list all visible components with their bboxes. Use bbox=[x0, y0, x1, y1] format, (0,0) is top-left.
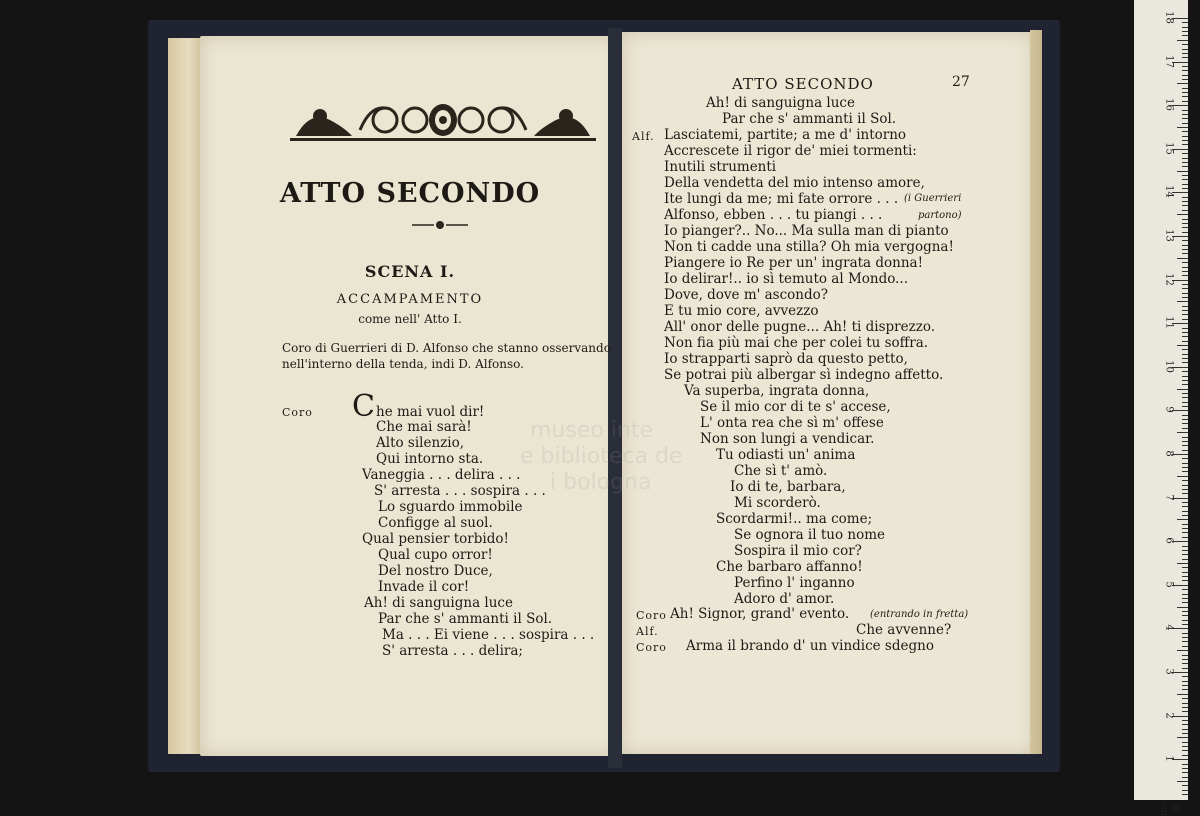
ruler-tick bbox=[1177, 83, 1188, 84]
verse-line: Non ti cadde una stilla? Oh mia vergogna! bbox=[664, 239, 954, 255]
verse-line: Che mai sarà! bbox=[376, 419, 472, 435]
ruler-tick bbox=[1182, 663, 1188, 664]
ruler-number: 0 cm bbox=[1158, 800, 1180, 816]
ruler-tick bbox=[1182, 57, 1188, 58]
ruler-tick bbox=[1182, 646, 1188, 647]
ruler-tick bbox=[1182, 158, 1188, 159]
ruler-tick bbox=[1182, 576, 1188, 577]
ruler-tick bbox=[1182, 755, 1188, 756]
ruler-tick bbox=[1182, 232, 1188, 233]
ruler-tick bbox=[1182, 284, 1188, 285]
ruler-number: 11 bbox=[1163, 316, 1175, 330]
ruler-tick bbox=[1182, 689, 1188, 690]
ruler-tick bbox=[1182, 511, 1188, 512]
ruler-tick bbox=[1182, 589, 1188, 590]
speaker-label: Alf. bbox=[636, 625, 659, 638]
ruler-tick bbox=[1182, 136, 1188, 137]
ruler-tick bbox=[1182, 332, 1188, 333]
ruler-number: 4 bbox=[1163, 624, 1175, 632]
ruler-tick bbox=[1182, 245, 1188, 246]
ruler-tick bbox=[1182, 205, 1188, 206]
verse-line: Dove, dove m' ascondo? bbox=[664, 287, 828, 303]
ruler-tick bbox=[1182, 175, 1188, 176]
verse-line: Io di te, barbara, bbox=[730, 479, 846, 495]
ruler-number: 5 bbox=[1163, 581, 1175, 588]
ruler-tick bbox=[1177, 519, 1188, 520]
speaker-label: Alf. bbox=[632, 130, 655, 143]
ruler-number: 3 bbox=[1163, 668, 1175, 675]
ruler-tick bbox=[1182, 101, 1188, 102]
verse-line: Lo sguardo immobile bbox=[378, 499, 523, 515]
ruler-number: 17 bbox=[1163, 54, 1175, 68]
ruler-tick bbox=[1182, 445, 1188, 446]
ruler-tick bbox=[1182, 240, 1188, 241]
speaker-label: Coro bbox=[282, 406, 313, 419]
ruler-number: 1 bbox=[1163, 755, 1175, 762]
ruler-tick bbox=[1182, 580, 1188, 581]
verse-line: Inutili strumenti bbox=[664, 159, 777, 175]
watermark-line: museo inte bbox=[530, 418, 654, 443]
ruler-tick bbox=[1182, 140, 1188, 141]
ruler-tick bbox=[1182, 611, 1188, 612]
ruler-tick bbox=[1182, 524, 1188, 525]
running-head: ATTO SECONDO bbox=[732, 75, 874, 93]
fleuron-ornament bbox=[410, 220, 470, 230]
ruler-tick bbox=[1182, 428, 1188, 429]
ruler-tick bbox=[1182, 397, 1188, 398]
ruler-number: 8 bbox=[1163, 450, 1175, 457]
ruler-tick bbox=[1182, 506, 1188, 507]
ruler-tick bbox=[1182, 624, 1188, 625]
ruler-tick bbox=[1182, 450, 1188, 451]
ruler-tick bbox=[1182, 515, 1188, 516]
verse-line: Sospira il mio cor? bbox=[734, 543, 862, 559]
drop-cap: C bbox=[352, 389, 375, 424]
ruler-tick bbox=[1182, 380, 1188, 381]
verse-line: Io pianger?.. No... Ma sulla man di pianto bbox=[664, 223, 949, 239]
ruler-tick bbox=[1182, 297, 1188, 298]
act-title: ATTO SECONDO bbox=[279, 178, 541, 209]
ruler-tick bbox=[1182, 703, 1188, 704]
verse-line: Piangere io Re per un' ingrata donna! bbox=[664, 255, 924, 271]
ruler-tick bbox=[1182, 572, 1188, 573]
verse-line: Perfino l' inganno bbox=[734, 575, 855, 591]
verse-line: Ah! di sanguigna luce bbox=[706, 95, 855, 111]
ruler-tick bbox=[1182, 223, 1188, 224]
ruler-tick bbox=[1182, 485, 1188, 486]
ruler-tick bbox=[1182, 249, 1188, 250]
ruler-tick bbox=[1182, 415, 1188, 416]
ruler-tick bbox=[1182, 471, 1188, 472]
ruler-tick bbox=[1182, 423, 1188, 424]
ruler-tick bbox=[1177, 301, 1188, 302]
ruler-tick bbox=[1182, 349, 1188, 350]
ruler-tick bbox=[1182, 681, 1188, 682]
ruler-tick bbox=[1182, 70, 1188, 71]
verse-line: Alto silenzio, bbox=[376, 435, 465, 451]
ruler-tick bbox=[1182, 655, 1188, 656]
ruler-number: 10 bbox=[1163, 359, 1175, 373]
ruler-tick bbox=[1182, 594, 1188, 595]
ruler-tick bbox=[1182, 528, 1188, 529]
ruler-tick bbox=[1182, 44, 1188, 45]
ruler-tick bbox=[1182, 354, 1188, 355]
stage-direction: (entrando in fretta) bbox=[870, 609, 969, 620]
ruler-tick bbox=[1182, 306, 1188, 307]
ruler-tick bbox=[1177, 781, 1188, 782]
ruler-tick bbox=[1182, 641, 1188, 642]
verse-line: Qual cupo orror! bbox=[378, 547, 493, 563]
verse-line: Se ognora il tuo nome bbox=[734, 527, 885, 543]
verse-line: Alfonso, ebben . . . tu piangi . . . bbox=[664, 207, 883, 223]
ruler-tick bbox=[1182, 746, 1188, 747]
ruler-tick bbox=[1182, 184, 1188, 185]
verse-line: he mai vuol dir! bbox=[376, 404, 485, 420]
stage-direction: partono) bbox=[918, 210, 962, 221]
watermark-line: e biblioteca de bbox=[520, 444, 683, 469]
verse-line: Io delirar!.. io sì temuto al Mondo... bbox=[664, 271, 909, 287]
ruler-tick bbox=[1177, 650, 1188, 651]
verse-line: Par che s' ammanti il Sol. bbox=[378, 611, 553, 627]
ruler-tick bbox=[1182, 336, 1188, 337]
ruler-tick bbox=[1182, 402, 1188, 403]
ruler-tick bbox=[1182, 376, 1188, 377]
ruler-tick bbox=[1182, 532, 1188, 533]
ruler-tick bbox=[1182, 750, 1188, 751]
ornamental-headpiece bbox=[290, 100, 596, 146]
verse-line: Par che s' ammanti il Sol. bbox=[722, 111, 897, 127]
scene-description-line: Coro di Guerrieri di D. Alfonso che stanno osservando bbox=[282, 341, 611, 355]
ruler-tick bbox=[1182, 219, 1188, 220]
verse-line: Vaneggia . . . delira . . . bbox=[362, 467, 521, 483]
ruler-tick bbox=[1182, 707, 1188, 708]
ruler-tick bbox=[1182, 598, 1188, 599]
left-page-edges bbox=[168, 38, 202, 754]
ruler-tick bbox=[1177, 40, 1188, 41]
ruler-tick bbox=[1182, 419, 1188, 420]
verse-line: Configge al suol. bbox=[378, 515, 493, 531]
ruler-tick bbox=[1182, 31, 1188, 32]
verse-line: Accrescete il rigor de' miei tormenti: bbox=[664, 143, 917, 159]
ruler-number: 6 bbox=[1163, 537, 1175, 544]
ruler-tick bbox=[1182, 262, 1188, 263]
ruler-tick bbox=[1182, 188, 1188, 189]
ruler-tick bbox=[1182, 489, 1188, 490]
ruler-number: 12 bbox=[1163, 272, 1175, 286]
ruler-tick bbox=[1182, 210, 1188, 211]
ruler-tick bbox=[1182, 92, 1188, 93]
ruler-tick bbox=[1182, 197, 1188, 198]
ruler-tick bbox=[1182, 384, 1188, 385]
ruler-tick bbox=[1182, 637, 1188, 638]
ruler-tick bbox=[1182, 676, 1188, 677]
ruler-tick bbox=[1182, 502, 1188, 503]
ruler-tick bbox=[1182, 724, 1188, 725]
scene-heading: SCENA I. bbox=[364, 262, 456, 281]
ruler-tick bbox=[1182, 659, 1188, 660]
ruler-tick bbox=[1182, 463, 1188, 464]
ruler-tick bbox=[1182, 288, 1188, 289]
verse-line: S' arresta . . . sospira . . . bbox=[374, 483, 546, 499]
ruler-tick bbox=[1182, 554, 1188, 555]
verse-line: Qual pensier torbido! bbox=[362, 531, 509, 547]
speaker-label: Coro bbox=[636, 641, 667, 654]
ruler-tick bbox=[1182, 49, 1188, 50]
setting-note: come nell' Atto I. bbox=[358, 312, 462, 326]
ruler-tick bbox=[1182, 785, 1188, 786]
ruler-tick bbox=[1182, 35, 1188, 36]
ruler-tick bbox=[1182, 742, 1188, 743]
ruler-number: 7 bbox=[1163, 493, 1175, 501]
verse-line: S' arresta . . . delira; bbox=[382, 643, 523, 659]
verse-line: Tu odiasti un' anima bbox=[716, 447, 856, 463]
ruler-tick bbox=[1182, 253, 1188, 254]
verse-line: Qui intorno sta. bbox=[376, 451, 484, 467]
ruler-tick bbox=[1182, 162, 1188, 163]
right-page-edges bbox=[1030, 30, 1042, 754]
ruler-tick bbox=[1177, 214, 1188, 215]
ruler-tick bbox=[1182, 131, 1188, 132]
ruler-tick bbox=[1177, 563, 1188, 564]
ruler-tick bbox=[1182, 790, 1188, 791]
ruler-tick bbox=[1182, 227, 1188, 228]
ruler-number: 2 bbox=[1163, 711, 1175, 719]
verse-line: Invade il cor! bbox=[378, 579, 470, 595]
ruler-tick bbox=[1182, 772, 1188, 773]
ruler-tick bbox=[1182, 698, 1188, 699]
speaker-label: Coro bbox=[636, 609, 667, 622]
ruler-tick bbox=[1182, 123, 1188, 124]
ruler-tick bbox=[1182, 371, 1188, 372]
ruler-number: 9 bbox=[1163, 406, 1175, 414]
ruler-number: 15 bbox=[1163, 141, 1175, 155]
verse-line: Del nostro Duce, bbox=[378, 563, 493, 579]
ruler-tick bbox=[1177, 345, 1188, 346]
ruler-number: 18 bbox=[1163, 11, 1175, 24]
watermark-line: i bologna bbox=[550, 470, 652, 495]
verse-line: Mi scorderò. bbox=[734, 495, 821, 511]
ruler-tick bbox=[1182, 293, 1188, 294]
ruler-tick bbox=[1182, 88, 1188, 89]
ruler-tick bbox=[1182, 567, 1188, 568]
ruler-tick bbox=[1182, 633, 1188, 634]
ruler-number: 13 bbox=[1163, 229, 1175, 242]
verse-line: Che barbaro affanno! bbox=[716, 559, 863, 575]
ruler-tick bbox=[1182, 441, 1188, 442]
verse-line: Va superba, ingrata donna, bbox=[684, 383, 870, 399]
ruler-tick bbox=[1182, 27, 1188, 28]
verse-line: Scordarmi!.. ma come; bbox=[716, 511, 873, 527]
ruler-tick bbox=[1182, 406, 1188, 407]
ruler-tick bbox=[1182, 310, 1188, 311]
verse-line: Adoro d' amor. bbox=[734, 591, 835, 607]
verse-line: Ma . . . Ei viene . . . sospira . . . bbox=[382, 627, 595, 643]
ruler-tick bbox=[1182, 720, 1188, 721]
ruler-tick bbox=[1177, 476, 1188, 477]
ruler-tick bbox=[1182, 480, 1188, 481]
ruler-tick bbox=[1182, 733, 1188, 734]
ruler-tick bbox=[1177, 737, 1188, 738]
verse-line: Che sì t' amò. bbox=[734, 463, 828, 479]
ruler-tick bbox=[1182, 79, 1188, 80]
scene-description-line: nell'interno della tenda, indi D. Alfonso. bbox=[282, 357, 524, 371]
ruler-tick bbox=[1182, 729, 1188, 730]
ruler-tick bbox=[1182, 537, 1188, 538]
verse-line: E tu mio core, avvezzo bbox=[664, 303, 819, 319]
ruler-tick bbox=[1182, 362, 1188, 363]
ruler-tick bbox=[1177, 127, 1188, 128]
ruler-tick bbox=[1182, 620, 1188, 621]
ruler-tick bbox=[1182, 559, 1188, 560]
page-number: 27 bbox=[952, 74, 970, 90]
ruler-tick bbox=[1182, 118, 1188, 119]
stage-direction: (i Guerrieri bbox=[904, 193, 962, 204]
measuring-ruler bbox=[1134, 0, 1188, 800]
ruler-number: 14 bbox=[1163, 185, 1175, 199]
verse-line: Se il mio cor di te s' accese, bbox=[700, 399, 891, 415]
ruler-tick bbox=[1182, 602, 1188, 603]
ruler-tick bbox=[1182, 314, 1188, 315]
verse-line: Ite lungi da me; mi fate orrore . . . bbox=[664, 191, 899, 207]
ruler-tick bbox=[1182, 75, 1188, 76]
ruler-tick bbox=[1182, 201, 1188, 202]
ruler-tick bbox=[1182, 467, 1188, 468]
book-spine bbox=[608, 28, 622, 768]
ruler-tick bbox=[1177, 607, 1188, 608]
ruler-tick bbox=[1182, 615, 1188, 616]
ruler-tick bbox=[1182, 66, 1188, 67]
ruler-tick bbox=[1177, 171, 1188, 172]
ruler-tick bbox=[1182, 546, 1188, 547]
verse-line: L' onta rea che sì m' offese bbox=[700, 415, 884, 431]
verse-line: Ah! Signor, grand' evento. bbox=[670, 606, 850, 622]
ruler-tick bbox=[1182, 328, 1188, 329]
ruler-tick bbox=[1182, 53, 1188, 54]
ruler-tick bbox=[1177, 258, 1188, 259]
verse-line: Non son lungi a vendicar. bbox=[700, 431, 875, 447]
verse-line: Non fia più mai che per colei tu soffra. bbox=[664, 335, 929, 351]
ruler-tick bbox=[1182, 768, 1188, 769]
ruler-tick bbox=[1182, 22, 1188, 23]
ruler-tick bbox=[1182, 110, 1188, 111]
verse-line: Se potrai più albergar sì indegno affetto. bbox=[664, 367, 944, 383]
ruler-tick bbox=[1182, 685, 1188, 686]
verse-line: Io strapparti saprò da questo petto, bbox=[664, 351, 908, 367]
verse-line: All' onor delle pugne... Ah! ti disprezzo. bbox=[664, 319, 936, 335]
setting-heading: ACCAMPAMENTO bbox=[336, 292, 484, 307]
ruler-tick bbox=[1182, 794, 1188, 795]
library-watermark bbox=[520, 418, 683, 496]
ruler-tick bbox=[1182, 711, 1188, 712]
ruler-tick bbox=[1182, 114, 1188, 115]
ruler-tick bbox=[1182, 393, 1188, 394]
ruler-tick bbox=[1182, 179, 1188, 180]
ruler-tick bbox=[1182, 437, 1188, 438]
ruler-tick bbox=[1182, 550, 1188, 551]
ruler-tick bbox=[1182, 358, 1188, 359]
ruler-tick bbox=[1182, 341, 1188, 342]
ruler-tick bbox=[1177, 694, 1188, 695]
verse-line: Ah! di sanguigna luce bbox=[364, 595, 513, 611]
verse-line: Della vendetta del mio intenso amore, bbox=[664, 175, 925, 191]
ruler-tick bbox=[1182, 493, 1188, 494]
ruler-tick bbox=[1182, 271, 1188, 272]
ruler-tick bbox=[1182, 96, 1188, 97]
ruler-tick bbox=[1182, 144, 1188, 145]
ruler-tick bbox=[1182, 777, 1188, 778]
ruler-tick bbox=[1182, 166, 1188, 167]
ruler-number: 16 bbox=[1163, 98, 1175, 112]
ruler-tick bbox=[1182, 668, 1188, 669]
verse-line: Lasciatemi, partite; a me d' intorno bbox=[664, 127, 907, 143]
ruler-tick bbox=[1182, 319, 1188, 320]
verse-line: Arma il brando d' un vindice sdegno bbox=[686, 638, 934, 654]
ruler-tick bbox=[1177, 389, 1188, 390]
ruler-tick bbox=[1182, 458, 1188, 459]
ruler-tick bbox=[1182, 275, 1188, 276]
verse-line: Che avvenne? bbox=[856, 622, 952, 638]
ruler-tick bbox=[1182, 267, 1188, 268]
ruler-tick bbox=[1182, 764, 1188, 765]
ruler-tick bbox=[1177, 432, 1188, 433]
ruler-tick bbox=[1182, 153, 1188, 154]
